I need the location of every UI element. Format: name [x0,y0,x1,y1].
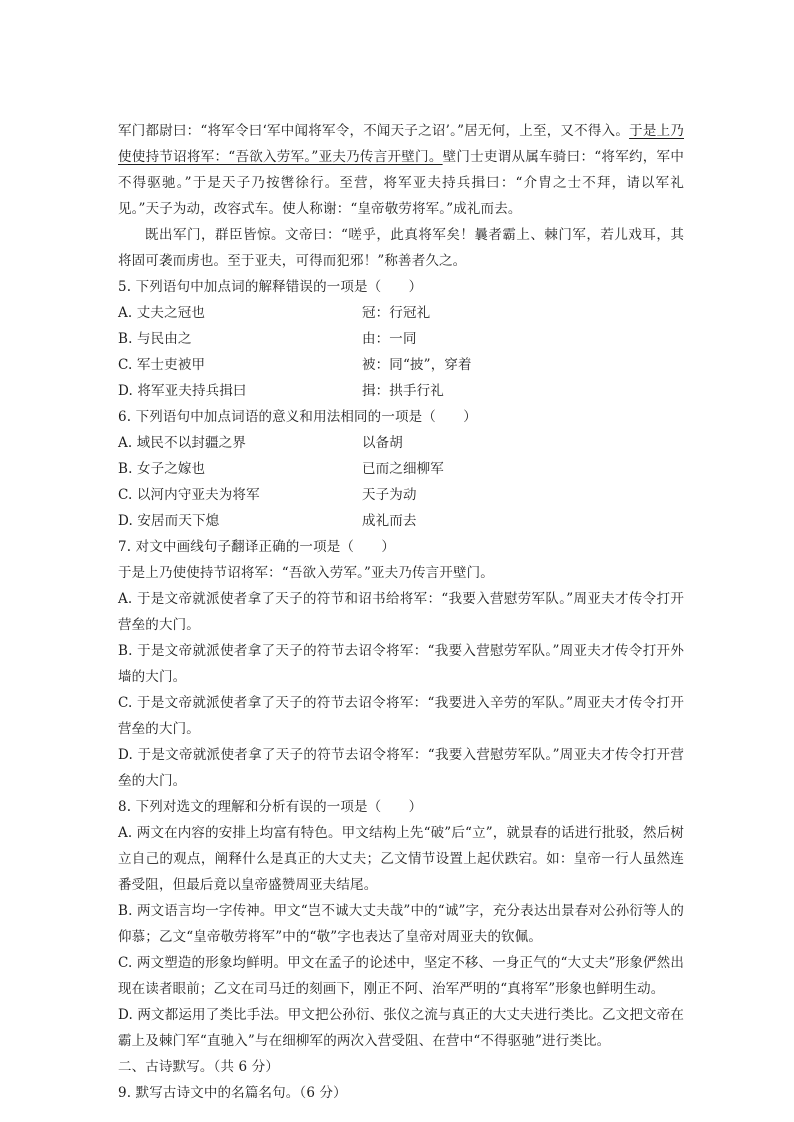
question-5-option [118,378,684,404]
option-sentence: A. 丈夫之冠也 [118,305,206,321]
passage-text: 壁门士吏谓从属车骑曰：“将军约，军中不得驱驰。”于是天子乃按辔徐行。至营，将军亚夫持兵揖曰：“介胄之士不拜，请以军礼见。”天子为动，改容式车。使人称谢：“皇帝敬劳将军。”成礼而去。 [118,149,684,217]
option-explanation: 被：同“披”，穿着 [362,357,472,373]
option-sentence-compare: 成礼而去 [362,513,417,529]
question-8-stem: 8. 下列对选文的理解和分析有误的一项是（ ） [118,799,423,815]
option-sentence: C. 以河内守亚夫为将军 [118,487,260,503]
option-sentence: A. 域民不以封疆之界 [118,435,246,451]
question-8-option: D. 两文都运用了类比手法。甲文把公孙衍、张仪之流与真正的大丈夫进行类比。乙文把文帝在霸上及棘门军“直驰入”与在细柳军的两次入营受阻、在营中“不得驱驰”进行类比。 [118,1007,684,1049]
question-8-option: A. 两文在内容的安排上均富有特色。甲文结构上先“破”后“立”，就景春的话进行批驳，然后树立自己的观点，阐释什么是真正的大丈夫；乙文情节设置上起伏跌宕。如：皇帝一行人虽然连番受阻，但最后竟以皇帝盛赞周亚夫结尾。 [118,825,684,893]
question-7-option: B. 于是文帝就派使者拿了天子的符节去诏令将军：“我要入营慰劳军队。”周亚夫才传令打开外墙的大门。 [118,643,684,685]
option-sentence-compare: 天子为动 [362,487,417,503]
question-8-option: B. 两文语言均一字传神。甲文“岂不诚大丈夫哉”中的“诚”字，充分表达出景春对公孙衍等人的仰慕；乙文“皇帝敬劳将军”中的“敬”字也表达了皇帝对周亚夫的钦佩。 [118,903,684,945]
option-sentence-compare: 以备胡 [362,435,403,451]
option-explanation: 揖：拱手行礼 [362,383,444,399]
question-7-option: C. 于是文帝就派使者拿了天子的符节去诏令将军：“我要进入辛劳的军队。”周亚夫才传令打开营垒的大门。 [118,695,684,737]
question-7-option: D. 于是文帝就派使者拿了天子的符节去诏令将军：“我要入营慰劳军队。”周亚夫才传令打开营垒的大门。 [118,747,684,789]
passage-text: 军门都尉曰：“将军令曰‘军中闻将军令，不闻天子之诏’。”居无何，上至，又不得入。 [118,123,630,139]
question-6-option [118,508,684,534]
exam-page [118,118,684,1106]
question-6-option [118,430,684,456]
question-7-sentence: 于是上乃使使持节诏将军：“吾欲入劳军。”亚夫乃传言开壁门。 [118,565,494,581]
section-heading: 二、古诗默写。（共 6 分） [118,1059,280,1075]
option-sentence: B. 与民由之 [118,331,192,347]
question-5-option [118,326,684,352]
option-explanation: 由：一同 [362,331,417,347]
option-sentence: D. 将军亚夫持兵揖曰 [118,383,247,399]
option-sentence: D. 安居而天下熄 [118,513,220,529]
passage-paragraph-1 [118,118,684,222]
passage-paragraph-2: 既出军门，群臣皆惊。文帝曰：“嗟乎，此真将军矣！曩者霸上、棘门军，若儿戏耳，其将固可袭而虏也。至于亚夫，可得而犯邪！”称善者久之。 [118,227,684,269]
question-7-option: A. 于是文帝就派使者拿了天子的符节和诏书给将军：“我要入营慰劳军队。”周亚夫才传令打开营垒的大门。 [118,591,684,633]
question-9-stem: 9. 默写古诗文中的名篇名句。（6 分） [118,1085,347,1101]
question-7-stem: 7. 对文中画线句子翻译正确的一项是（ ） [118,539,395,555]
option-explanation: 冠：行冠礼 [362,305,431,321]
question-5-stem: 5. 下列语句中加点词的解释错误的一项是（ ） [118,279,423,295]
option-sentence: B. 女子之嫁也 [118,461,206,477]
question-5-option [118,352,684,378]
question-8-option: C. 两文塑造的形象均鲜明。甲文在孟子的论述中，坚定不移、一身正气的“大丈夫”形象俨然出现在读者眼前；乙文在司马迁的刻画下，刚正不阿、治军严明的“真将军”形象也鲜明生动。 [118,955,684,997]
option-sentence-compare: 已而之细柳军 [362,461,444,477]
question-5-option [118,300,684,326]
question-6-stem: 6. 下列语句中加点词语的意义和用法相同的一项是（ ） [118,409,477,425]
option-sentence: C. 军士吏被甲 [118,357,206,373]
underlined-sentence: 于是上乃使使持节诏将军：“吾欲入劳军。”亚夫乃传言开壁门。 [118,123,684,165]
question-6-option [118,482,684,508]
question-6-option [118,456,684,482]
